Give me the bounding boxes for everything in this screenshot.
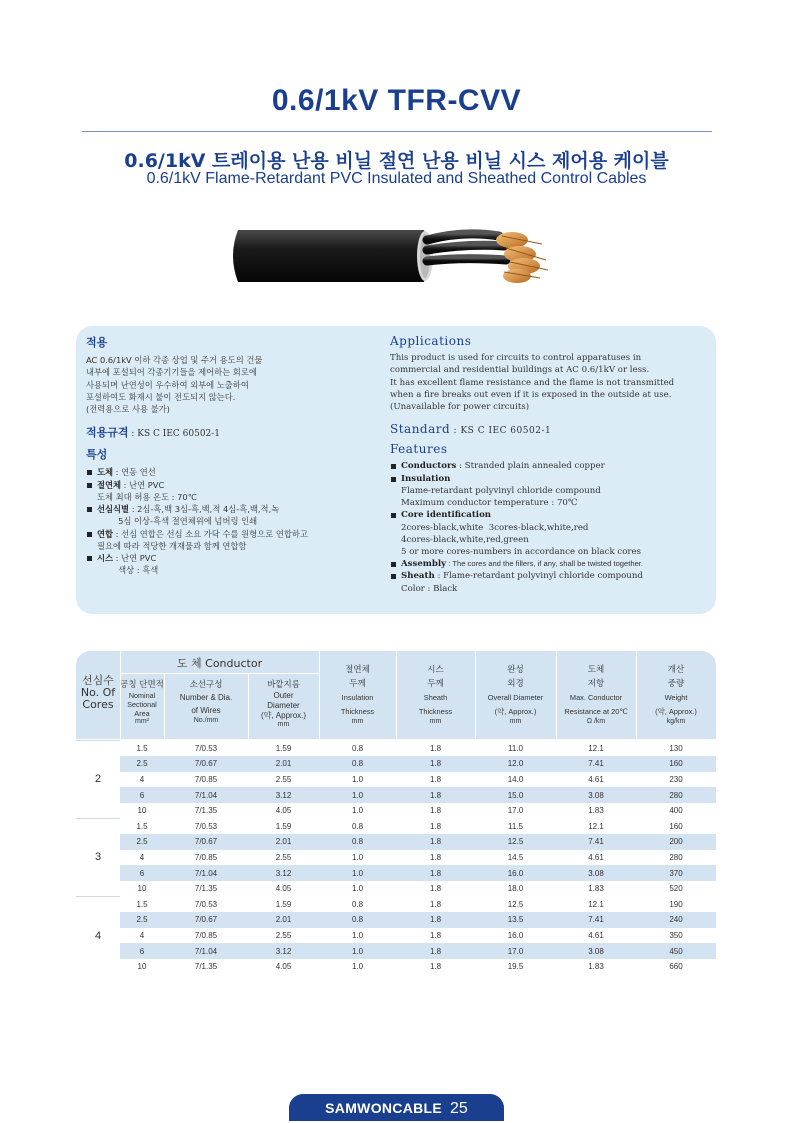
table-cell: 1.8 [396, 756, 475, 772]
table-cell: 350 [669, 930, 683, 940]
list-item: 선심식별 : 2심-흑,백 3심-흑,백,적 4심-흑,백,적,녹 5심 이상-흑색 절연체위에 넘버링 인쇄 [86, 503, 376, 527]
table-cell: 4 [139, 774, 145, 784]
table-cell: 14.0 [507, 774, 524, 784]
table-cell: 280 [636, 787, 716, 803]
table-cell: 1.8 [429, 743, 442, 753]
area-header: 공칭 단면적 Nominal Sectional Area mm² [120, 680, 164, 725]
table-cell: 7.41 [556, 912, 636, 928]
table-cell: 4.05 [275, 884, 292, 894]
table-cell: 1.59 [275, 743, 292, 753]
table-cell: 1.8 [396, 943, 475, 959]
table-cell: 12.1 [588, 821, 604, 831]
standard-label-en: Standard [390, 422, 451, 437]
table-cell: 17.0 [507, 806, 524, 816]
table-cell: 16.0 [507, 930, 524, 940]
table-cell: 11.0 [508, 743, 523, 753]
table-cell: 4.61 [588, 930, 604, 940]
table-cell: 1.5 [136, 899, 148, 909]
table-cell: 0.8 [351, 899, 364, 909]
table-cell: 7.41 [556, 834, 636, 850]
table-cell: 3.12 [248, 787, 319, 803]
korean-description [86, 334, 376, 576]
english-description [390, 334, 710, 595]
table-cell: 3.08 [556, 787, 636, 803]
table-cell: 400 [669, 806, 683, 816]
table-cell: 7.41 [556, 756, 636, 772]
list-item: 시스 : 난연 PVC 색상 : 흑색 [86, 552, 376, 576]
table-cell: 0.8 [319, 834, 396, 850]
standard-value-ko: : KS C IEC 60502-1 [128, 429, 221, 440]
table-cell: 19.5 [507, 962, 524, 972]
table-cell: 4 [139, 930, 145, 940]
list-item: Conductors : Stranded plain annealed copper [390, 460, 710, 472]
cores-header: 선심수 No. Of Cores [80, 674, 116, 711]
spec-table [76, 740, 716, 974]
resistance-header: 도체 저항 Max. Conductor Resistance at 20℃ Ω /km [564, 665, 628, 725]
table-cell: 7/0.67 [164, 756, 248, 772]
table-cell: 7/0.67 [164, 834, 248, 850]
list-item: Assembly : The cores and the fillers, if any, shall be twisted together. [390, 558, 710, 570]
table-cell: 280 [669, 852, 683, 862]
table-cell: 230 [669, 774, 683, 784]
table-cell: 2.01 [248, 912, 319, 928]
table-cell: 12.1 [588, 899, 604, 909]
table-row [76, 850, 716, 866]
table-row [76, 896, 716, 912]
table-cell: 3.08 [556, 865, 636, 881]
table-cell: 4.05 [275, 962, 292, 972]
table-cell: 12.5 [475, 834, 556, 850]
table-cell: 18.0 [507, 884, 524, 894]
table-cell: 1.0 [351, 962, 364, 972]
table-cell: 160 [636, 756, 716, 772]
weight-header: 개산 중량 Weight (약, Approx.) kg/km [655, 665, 697, 725]
table-cell: 4 [139, 852, 145, 862]
table-cell: 2.55 [275, 852, 292, 862]
table-cell: 7/1.35 [194, 884, 218, 894]
table-cell: 2.5 [120, 834, 164, 850]
table-cell: 4.61 [588, 852, 604, 862]
table-cell: 12.1 [588, 743, 604, 753]
features-list-en [390, 460, 710, 594]
table-row [76, 928, 716, 944]
overall-diameter-header: 완성 외경 Overall Diameter (약, Approx.) mm [487, 665, 544, 725]
table-cell: 1.8 [429, 930, 442, 940]
table-cell: 2.55 [275, 930, 292, 940]
table-cell: 1.5 [136, 821, 148, 831]
subtitle-korean: 0.6/1kV 트레이용 난용 비닐 절연 난용 비닐 시스 제어용 케이블 [124, 150, 669, 172]
table-cell: 1.83 [588, 806, 604, 816]
features-heading-ko: 특성 [86, 448, 108, 462]
table-cell: 1.8 [429, 899, 442, 909]
table-cell: 1.0 [351, 884, 364, 894]
table-cell: 7/1.04 [164, 865, 248, 881]
table-cell: 190 [669, 899, 683, 909]
table-cell: 7/0.85 [194, 930, 218, 940]
table-cell: 0.8 [319, 912, 396, 928]
insulation-header: 절연체 두께 Insulation Thickness mm [340, 665, 375, 725]
table-cell: 7/1.04 [164, 943, 248, 959]
table-cell: 2.55 [275, 774, 292, 784]
table-cell: 2.5 [120, 756, 164, 772]
table-cell: 3.12 [248, 943, 319, 959]
applications-heading-ko: 적용 [86, 336, 108, 349]
spec-table-header [76, 651, 716, 739]
table-cell: 1.83 [588, 962, 604, 972]
table-cell: 1.8 [429, 962, 442, 972]
table-cell: 2.01 [248, 756, 319, 772]
cores-cell: 2 [76, 741, 120, 819]
table-row [76, 834, 716, 850]
table-cell: 1.0 [351, 806, 364, 816]
table-cell: 10 [137, 806, 147, 816]
table-row [76, 803, 716, 819]
table-cell: 1.8 [396, 865, 475, 881]
cores-cell: 4 [76, 896, 120, 974]
table-cell: 11.5 [508, 821, 523, 831]
table-cell: 12.5 [507, 899, 524, 909]
table-cell: 1.0 [319, 943, 396, 959]
table-cell: 1.83 [588, 884, 604, 894]
table-cell: 4.61 [588, 774, 604, 784]
table-cell: 3.08 [556, 943, 636, 959]
cable-illustration [224, 220, 554, 290]
list-item: Insulation Flame-retardant polyvinyl chloride compound Maximum conductor temperature : 70℃ [390, 473, 710, 510]
table-row [76, 787, 716, 803]
table-cell: 1.8 [396, 912, 475, 928]
table-cell: 0.8 [351, 821, 364, 831]
list-item: Core identification 2cores-black,white 3cores-black,white,red 4cores-black,white,red,green 5 or more cores-numbers in accordance on black cores [390, 509, 710, 558]
standard-line-en [390, 422, 710, 436]
subtitle-english: 0.6/1kV Flame-Retardant PVC Insulated and Sheathed Control Cables [146, 170, 647, 187]
table-row [76, 772, 716, 788]
table-cell: 1.8 [396, 834, 475, 850]
applications-text-en: This product is used for circuits to control apparatuses in commercial and residential buildings at AC 0.6/1kV or less. It has excellent flame resistance and the flame is not transmitted when a fire breaks out even if it is exposed in the outside at use. (Unavailable for power circuits) [390, 353, 675, 413]
footer-tab [289, 1094, 504, 1121]
applications-heading-en: Applications [390, 334, 472, 348]
table-cell: 1.0 [351, 930, 364, 940]
table-row [76, 959, 716, 975]
table-cell: 160 [669, 821, 683, 831]
title-divider [82, 131, 712, 132]
table-row [76, 943, 716, 959]
table-cell: 0.8 [319, 756, 396, 772]
table-row [76, 865, 716, 881]
page-title: 0.6/1kV TFR-CVV [271, 84, 522, 117]
table-cell: 1.59 [275, 821, 292, 831]
table-cell: 7/0.53 [194, 743, 218, 753]
list-item: 연합 : 선심 연합은 선심 소요 가닥 수를 원형으로 연합하고 필요에 따라 적당한 개재물과 함께 연합함 [86, 528, 376, 552]
table-cell: 7/0.85 [194, 774, 218, 784]
table-cell: 7/0.53 [194, 821, 218, 831]
table-cell: 6 [120, 865, 164, 881]
conductor-group-header: 도 체 Conductor [176, 657, 263, 670]
table-cell: 240 [636, 912, 716, 928]
list-item: 절연체 : 난연 PVC 도체 최대 허용 온도 : 70℃ [86, 479, 376, 503]
table-cell: 15.0 [475, 787, 556, 803]
table-cell: 7/1.35 [194, 806, 218, 816]
table-cell: 2.5 [120, 912, 164, 928]
table-cell: 1.5 [136, 743, 148, 753]
table-row [76, 756, 716, 772]
table-row [76, 881, 716, 897]
wires-header: 소선구성 Number & Dia. of Wires No./mm [179, 680, 233, 724]
table-cell: 1.8 [429, 821, 442, 831]
footer-brand: SAMWONCABLE [325, 1100, 443, 1116]
cores-cell: 3 [76, 818, 120, 896]
table-cell: 1.0 [319, 865, 396, 881]
table-cell: 1.0 [351, 774, 364, 784]
table-cell: 1.8 [429, 884, 442, 894]
table-cell: 0.8 [351, 743, 364, 753]
table-cell: 6 [120, 943, 164, 959]
table-cell: 1.8 [429, 774, 442, 784]
list-item: 도체 : 연동 연선 [86, 466, 376, 478]
table-cell: 16.0 [475, 865, 556, 881]
table-cell: 660 [669, 962, 683, 972]
description-panel [76, 326, 716, 614]
table-cell: 7/1.35 [194, 962, 218, 972]
table-cell: 1.8 [429, 806, 442, 816]
sheath-header: 시스 두께 Sheath Thickness mm [418, 665, 453, 725]
standard-value-en: : KS C IEC 60502-1 [450, 426, 552, 437]
table-cell: 7/1.04 [164, 787, 248, 803]
table-cell: 4.05 [275, 806, 292, 816]
table-cell: 12.0 [475, 756, 556, 772]
table-cell: 520 [669, 884, 683, 894]
table-cell: 10 [137, 962, 147, 972]
table-row [76, 818, 716, 834]
applications-text-ko: AC 0.6/1kV 이하 각종 상업 및 주거 용도의 건물 내부에 포설되어 각종기기들을 제어하는 회로에 사용되며 난연성이 우수하여 외부에 노출하여 포설하여도 화재시 불이 전도되지 않는다. (전력용으로 사용 불가) [86, 355, 263, 415]
table-cell: 1.59 [275, 899, 292, 909]
features-heading-en: Features [390, 442, 448, 457]
table-cell: 1.0 [351, 852, 364, 862]
features-list-ko [86, 466, 376, 576]
table-cell: 2.01 [248, 834, 319, 850]
table-cell: 200 [636, 834, 716, 850]
page-number: 25 [450, 1100, 468, 1117]
table-cell: 1.0 [319, 787, 396, 803]
standard-line-ko [86, 424, 376, 440]
table-cell: 6 [120, 787, 164, 803]
table-cell: 450 [636, 943, 716, 959]
list-item: Sheath : Flame-retardant polyvinyl chloride compound Color : Black [390, 570, 710, 594]
table-cell: 1.8 [429, 852, 442, 862]
table-row [76, 741, 716, 757]
table-cell: 7/0.67 [164, 912, 248, 928]
table-row [76, 912, 716, 928]
table-cell: 130 [669, 743, 683, 753]
table-cell: 7/0.53 [194, 899, 218, 909]
outer-diameter-header: 바깥지름 Outer Diameter (약, Approx.) mm [260, 680, 307, 728]
standard-label-ko: 적용규격 [86, 426, 129, 440]
table-cell: 17.0 [475, 943, 556, 959]
table-cell: 1.8 [396, 787, 475, 803]
table-cell: 14.5 [507, 852, 524, 862]
table-cell: 10 [137, 884, 147, 894]
table-cell: 7/0.85 [194, 852, 218, 862]
table-cell: 3.12 [248, 865, 319, 881]
table-cell: 13.5 [475, 912, 556, 928]
table-cell: 370 [636, 865, 716, 881]
